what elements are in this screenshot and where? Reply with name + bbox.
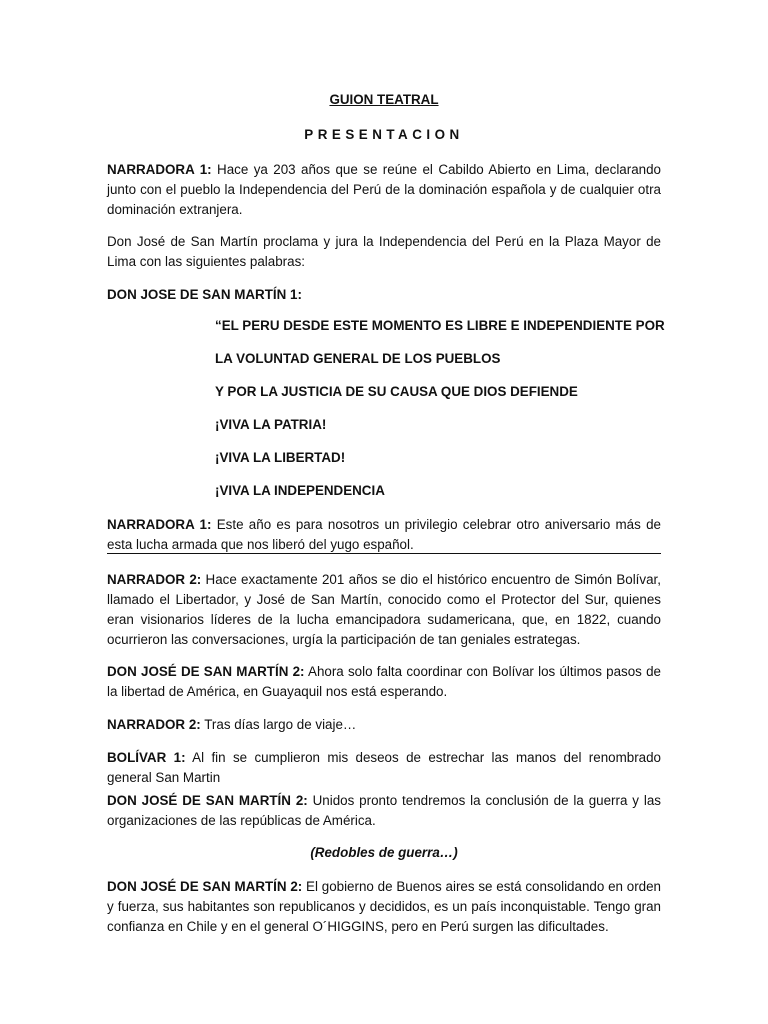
quote-line: ¡VIVA LA INDEPENDENCIA — [215, 483, 385, 498]
stage-direction: (Redobles de guerra…) — [310, 845, 458, 860]
quote-line: ¡VIVA LA LIBERTAD! — [215, 450, 346, 465]
quote-line: ¡VIVA LA PATRIA! — [215, 417, 327, 432]
dialogue-text: El gobierno de Buenos aires se está consolidando en orden y fuerza, sus habitantes son republicanos y decididos, es un país inconquistable. Tengo gran confianza en Chile y en el general O´HIGGINS, pero en Perú surgen las dificultades. — [107, 879, 661, 934]
dialogue-text: Al fin se cumplieron mis deseos de estrechar las manos del renombrado general San Martin — [107, 750, 661, 785]
dialogue-text: Tras días largo de viaje… — [200, 717, 357, 732]
speaker-label: DON JOSÉ DE SAN MARTÍN 2: — [107, 793, 308, 808]
document-title: GUION TEATRAL — [329, 92, 439, 107]
speaker-label: NARRADOR 2: — [107, 717, 201, 732]
dialogue-text: Don José de San Martín proclama y jura la Independencia del Perú en la Plaza Mayor de Lima con las siguientes palabras: — [107, 234, 661, 269]
dialogue-text: Este año es para nosotros un privilegio celebrar otro aniversario más de esta lucha armada que nos liberó del yugo español. — [107, 517, 661, 552]
document-subtitle: PRESENTACION — [304, 127, 464, 142]
speaker-label: DON JOSÉ DE SAN MARTÍN 2: — [107, 879, 303, 894]
divider-line — [107, 553, 661, 554]
paragraph-narradora-1b — [107, 515, 661, 555]
speaker-label: NARRADORA 1: — [107, 517, 212, 532]
quote-line: Y POR LA JUSTICIA DE SU CAUSA QUE DIOS DEFIENDE — [215, 384, 578, 399]
paragraph-san-martin-2c — [107, 877, 661, 937]
dialogue-text: Hace exactamente 201 años se dio el histórico encuentro de Simón Bolívar, llamado el Libertador, y José de San Martín, conocido como el Protector del Sur, quienes eran visionarios líderes de la lucha emancipadora sudamericana, que, en 1822, cuando ocurrieron las conversaciones, urgía la participación de tan geniales estrategas. — [107, 572, 661, 647]
paragraph-narrador-2b — [107, 715, 661, 735]
quote-line: “EL PERU DESDE ESTE MOMENTO ES LIBRE E INDEPENDIENTE POR — [215, 318, 665, 333]
paragraph-narradora-1 — [107, 160, 661, 220]
paragraph-san-martin-2 — [107, 662, 661, 702]
dialogue-text: Ahora solo falta coordinar con Bolívar los últimos pasos de la libertad de América, en Guayaquil nos está esperando. — [107, 664, 661, 699]
paragraph-san-martin-1 — [107, 285, 661, 305]
paragraph-narrador-2 — [107, 570, 661, 650]
speaker-label: DON JOSE DE SAN MARTÍN 1: — [107, 287, 302, 302]
speaker-label: DON JOSÉ DE SAN MARTÍN 2: — [107, 664, 305, 679]
dialogue-text: Unidos pronto tendremos la conclusión de la guerra y las organizaciones de las repúblicas de América. — [107, 793, 661, 828]
paragraph-san-martin-2b — [107, 791, 661, 831]
quote-line: LA VOLUNTAD GENERAL DE LOS PUEBLOS — [215, 351, 501, 366]
paragraph-bolivar-1 — [107, 748, 661, 788]
paragraph-intro — [107, 232, 661, 272]
speaker-label: NARRADOR 2: — [107, 572, 202, 587]
dialogue-text: Hace ya 203 años que se reúne el Cabildo Abierto en Lima, declarando junto con el pueblo la Independencia del Perú de la dominación española y de cualquier otra dominación extranjera. — [107, 162, 661, 217]
speaker-label: BOLÍVAR 1: — [107, 750, 186, 765]
speaker-label: NARRADORA 1: — [107, 162, 212, 177]
